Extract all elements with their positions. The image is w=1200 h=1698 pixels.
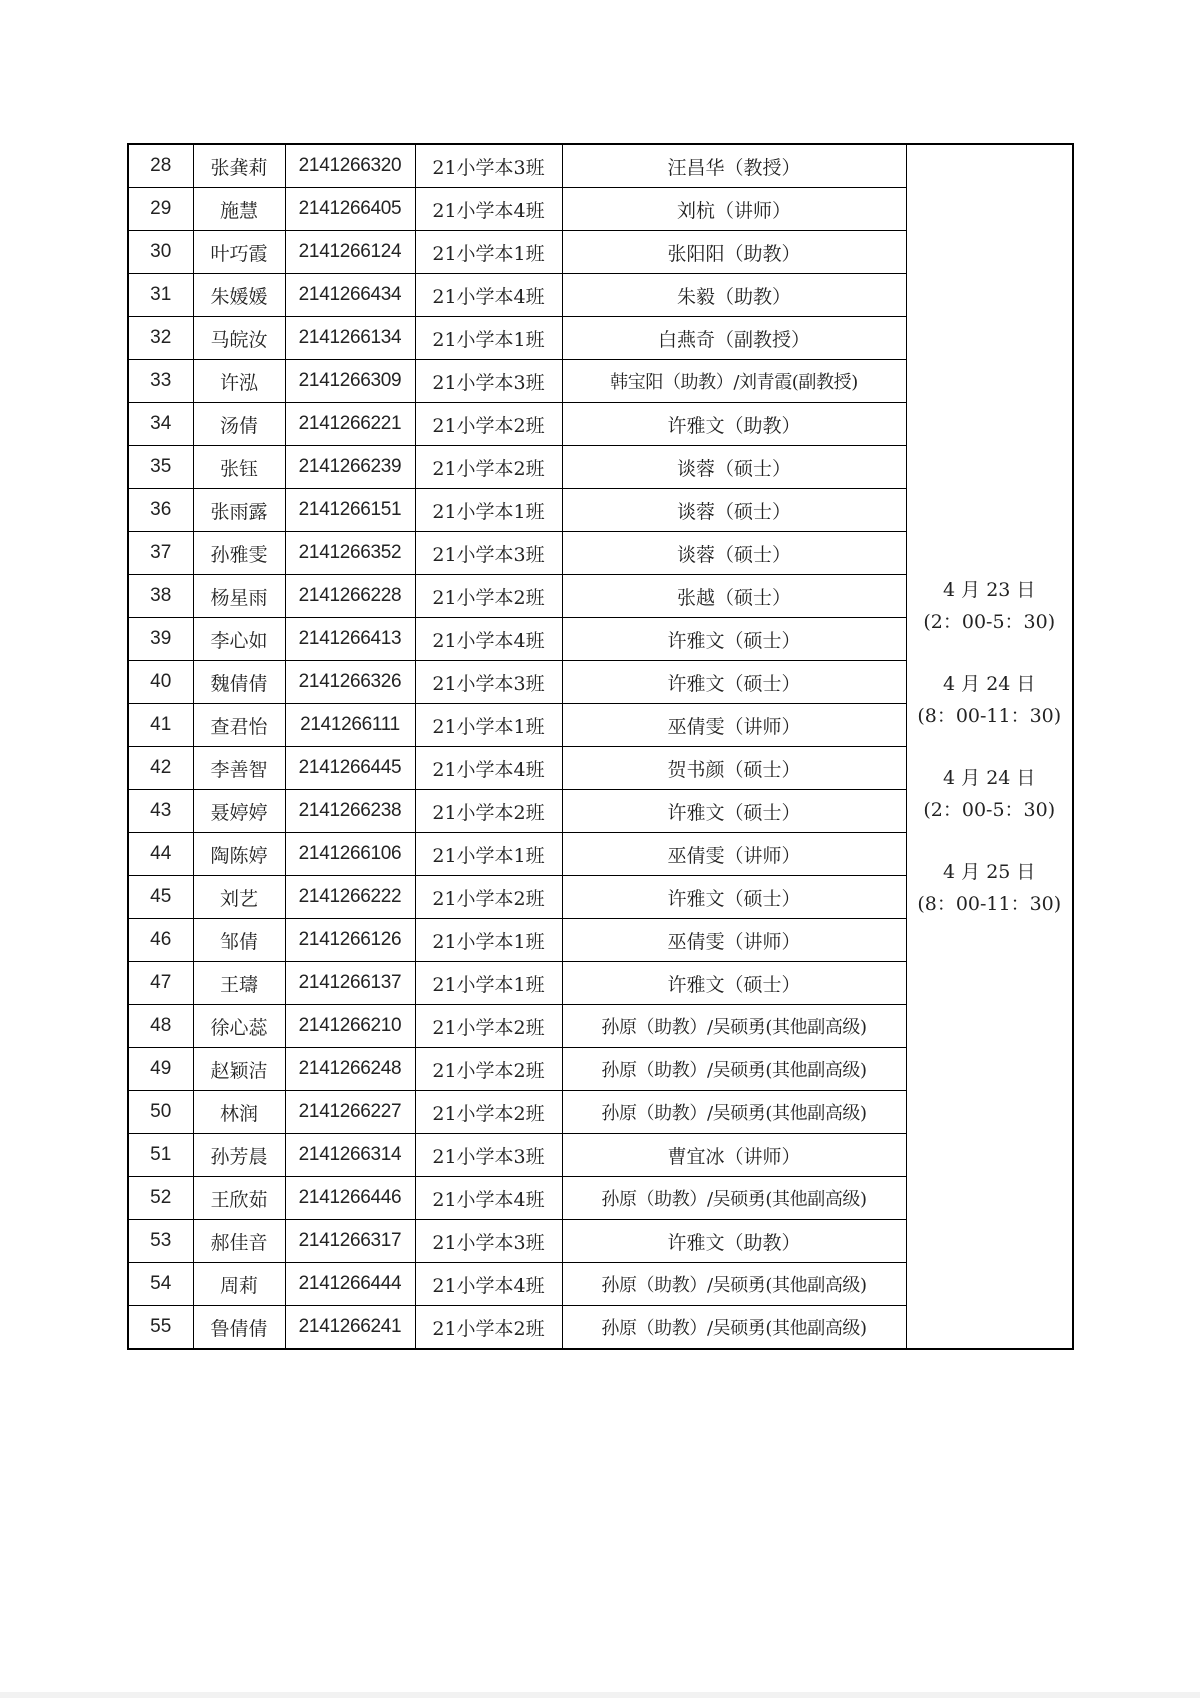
advisor-name: 张越（硕士） (562, 575, 906, 618)
class-name: 21小学本2班 (415, 1048, 562, 1091)
class-name: 21小学本3班 (415, 661, 562, 704)
advisor-name: 刘杭（讲师） (562, 188, 906, 231)
row-number: 42 (128, 747, 193, 790)
student-id: 2141266317 (285, 1220, 415, 1263)
student-id: 2141266222 (285, 876, 415, 919)
class-name: 21小学本2班 (415, 1005, 562, 1048)
class-name: 21小学本2班 (415, 575, 562, 618)
class-name: 21小学本1班 (415, 833, 562, 876)
class-name: 21小学本1班 (415, 317, 562, 360)
student-name: 赵颖洁 (193, 1048, 285, 1091)
row-number: 43 (128, 790, 193, 833)
advisor-name: 孙原（助教）/吴硕勇(其他副高级) (562, 1048, 906, 1091)
advisor-name: 汪昌华（教授） (562, 144, 906, 188)
row-number: 45 (128, 876, 193, 919)
class-name: 21小学本3班 (415, 360, 562, 403)
student-name: 张钰 (193, 446, 285, 489)
student-name: 施慧 (193, 188, 285, 231)
student-name: 许泓 (193, 360, 285, 403)
student-id: 2141266137 (285, 962, 415, 1005)
student-name: 周莉 (193, 1263, 285, 1306)
student-name: 杨星雨 (193, 575, 285, 618)
student-id: 2141266227 (285, 1091, 415, 1134)
student-id: 2141266309 (285, 360, 415, 403)
student-id: 2141266446 (285, 1177, 415, 1220)
class-name: 21小学本2班 (415, 1306, 562, 1350)
advisor-name: 许雅文（助教） (562, 1220, 906, 1263)
class-name: 21小学本2班 (415, 876, 562, 919)
student-id: 2141266248 (285, 1048, 415, 1091)
advisor-name: 巫倩雯（讲师） (562, 833, 906, 876)
student-name: 鲁倩倩 (193, 1306, 285, 1350)
schedule-date: 4 月 25 日 (943, 860, 1036, 883)
student-name: 陶陈婷 (193, 833, 285, 876)
row-number: 33 (128, 360, 193, 403)
student-name: 林润 (193, 1091, 285, 1134)
class-name: 21小学本4班 (415, 1177, 562, 1220)
row-number: 48 (128, 1005, 193, 1048)
schedule-slot (907, 762, 1073, 826)
student-id: 2141266106 (285, 833, 415, 876)
student-id: 2141266405 (285, 188, 415, 231)
advisor-name: 许雅文（硕士） (562, 661, 906, 704)
advisor-name: 许雅文（助教） (562, 403, 906, 446)
advisor-name: 白燕奇（副教授） (562, 317, 906, 360)
schedule-slot (907, 856, 1073, 920)
student-name: 马皖汝 (193, 317, 285, 360)
schedule-time: (2：00-5：30) (923, 798, 1056, 821)
class-name: 21小学本1班 (415, 231, 562, 274)
student-name: 王欣茹 (193, 1177, 285, 1220)
schedule-time: (2：00-5：30) (923, 610, 1056, 633)
student-name: 刘艺 (193, 876, 285, 919)
class-name: 21小学本4班 (415, 1263, 562, 1306)
student-id: 2141266434 (285, 274, 415, 317)
student-id: 2141266314 (285, 1134, 415, 1177)
advisor-name: 孙原（助教）/吴硕勇(其他副高级) (562, 1306, 906, 1350)
student-name: 查君怡 (193, 704, 285, 747)
row-number: 53 (128, 1220, 193, 1263)
student-id: 2141266352 (285, 532, 415, 575)
student-id: 2141266124 (285, 231, 415, 274)
advisor-name: 许雅文（硕士） (562, 790, 906, 833)
row-number: 28 (128, 144, 193, 188)
class-name: 21小学本4班 (415, 618, 562, 661)
advisor-name: 巫倩雯（讲师） (562, 704, 906, 747)
student-id: 2141266210 (285, 1005, 415, 1048)
advisor-name: 曹宜冰（讲师） (562, 1134, 906, 1177)
row-number: 35 (128, 446, 193, 489)
row-number: 41 (128, 704, 193, 747)
advisor-name: 孙原（助教）/吴硕勇(其他副高级) (562, 1005, 906, 1048)
row-number: 51 (128, 1134, 193, 1177)
class-name: 21小学本1班 (415, 962, 562, 1005)
advisor-name: 朱毅（助教） (562, 274, 906, 317)
advisor-name: 许雅文（硕士） (562, 618, 906, 661)
schedule-date: 4 月 23 日 (943, 578, 1036, 601)
student-id: 2141266444 (285, 1263, 415, 1306)
schedule-slot (907, 668, 1073, 732)
class-name: 21小学本4班 (415, 274, 562, 317)
schedule-date: 4 月 24 日 (943, 766, 1036, 789)
schedule-date: 4 月 24 日 (943, 672, 1036, 695)
table-row (128, 144, 1073, 188)
student-id: 2141266241 (285, 1306, 415, 1350)
student-name: 孙芳晨 (193, 1134, 285, 1177)
student-id: 2141266326 (285, 661, 415, 704)
student-name: 张龚莉 (193, 144, 285, 188)
student-name: 朱媛媛 (193, 274, 285, 317)
schedule-time: (8：00-11：30) (917, 892, 1062, 915)
student-name: 汤倩 (193, 403, 285, 446)
class-name: 21小学本1班 (415, 489, 562, 532)
class-name: 21小学本3班 (415, 1134, 562, 1177)
student-name: 孙雅雯 (193, 532, 285, 575)
student-id: 2141266111 (285, 704, 415, 747)
student-id: 2141266151 (285, 489, 415, 532)
student-name: 邹倩 (193, 919, 285, 962)
student-name: 魏倩倩 (193, 661, 285, 704)
schedule-time: (8：00-11：30) (917, 704, 1062, 727)
row-number: 44 (128, 833, 193, 876)
row-number: 40 (128, 661, 193, 704)
row-number: 36 (128, 489, 193, 532)
class-name: 21小学本3班 (415, 532, 562, 575)
student-name: 徐心蕊 (193, 1005, 285, 1048)
row-number: 37 (128, 532, 193, 575)
student-id: 2141266221 (285, 403, 415, 446)
student-id: 2141266134 (285, 317, 415, 360)
advisor-name: 张阳阳（助教） (562, 231, 906, 274)
row-number: 32 (128, 317, 193, 360)
student-name: 李心如 (193, 618, 285, 661)
class-name: 21小学本2班 (415, 446, 562, 489)
class-name: 21小学本3班 (415, 1220, 562, 1263)
student-name: 叶巧霞 (193, 231, 285, 274)
class-name: 21小学本2班 (415, 403, 562, 446)
advisor-name: 巫倩雯（讲师） (562, 919, 906, 962)
class-name: 21小学本2班 (415, 1091, 562, 1134)
advisor-name: 谈蓉（硕士） (562, 532, 906, 575)
student-name: 张雨露 (193, 489, 285, 532)
advisor-name: 谈蓉（硕士） (562, 489, 906, 532)
page-bottom-band (0, 1692, 1200, 1698)
table-body (128, 144, 1073, 1349)
student-id: 2141266413 (285, 618, 415, 661)
student-id: 2141266238 (285, 790, 415, 833)
student-id: 2141266126 (285, 919, 415, 962)
class-name: 21小学本4班 (415, 188, 562, 231)
student-id: 2141266445 (285, 747, 415, 790)
class-name: 21小学本1班 (415, 919, 562, 962)
student-advisor-table (127, 143, 1074, 1350)
row-number: 31 (128, 274, 193, 317)
class-name: 21小学本1班 (415, 704, 562, 747)
student-id: 2141266228 (285, 575, 415, 618)
defense-schedule-cell (906, 144, 1073, 1349)
schedule-slot (907, 574, 1073, 638)
row-number: 38 (128, 575, 193, 618)
row-number: 46 (128, 919, 193, 962)
student-id: 2141266239 (285, 446, 415, 489)
student-name: 李善智 (193, 747, 285, 790)
advisor-name: 谈蓉（硕士） (562, 446, 906, 489)
row-number: 55 (128, 1306, 193, 1350)
student-name: 聂婷婷 (193, 790, 285, 833)
row-number: 52 (128, 1177, 193, 1220)
row-number: 30 (128, 231, 193, 274)
class-name: 21小学本4班 (415, 747, 562, 790)
student-id: 2141266320 (285, 144, 415, 188)
row-number: 47 (128, 962, 193, 1005)
class-name: 21小学本3班 (415, 144, 562, 188)
row-number: 29 (128, 188, 193, 231)
advisor-name: 许雅文（硕士） (562, 876, 906, 919)
row-number: 34 (128, 403, 193, 446)
advisor-name: 许雅文（硕士） (562, 962, 906, 1005)
advisor-name: 孙原（助教）/吴硕勇(其他副高级) (562, 1091, 906, 1134)
advisor-name: 孙原（助教）/吴硕勇(其他副高级) (562, 1177, 906, 1220)
advisor-name: 孙原（助教）/吴硕勇(其他副高级) (562, 1263, 906, 1306)
student-name: 王璹 (193, 962, 285, 1005)
student-name: 郝佳音 (193, 1220, 285, 1263)
advisor-name: 韩宝阳（助教）/刘青霞(副教授) (562, 360, 906, 403)
class-name: 21小学本2班 (415, 790, 562, 833)
row-number: 49 (128, 1048, 193, 1091)
row-number: 39 (128, 618, 193, 661)
advisor-name: 贺书颜（硕士） (562, 747, 906, 790)
row-number: 54 (128, 1263, 193, 1306)
row-number: 50 (128, 1091, 193, 1134)
